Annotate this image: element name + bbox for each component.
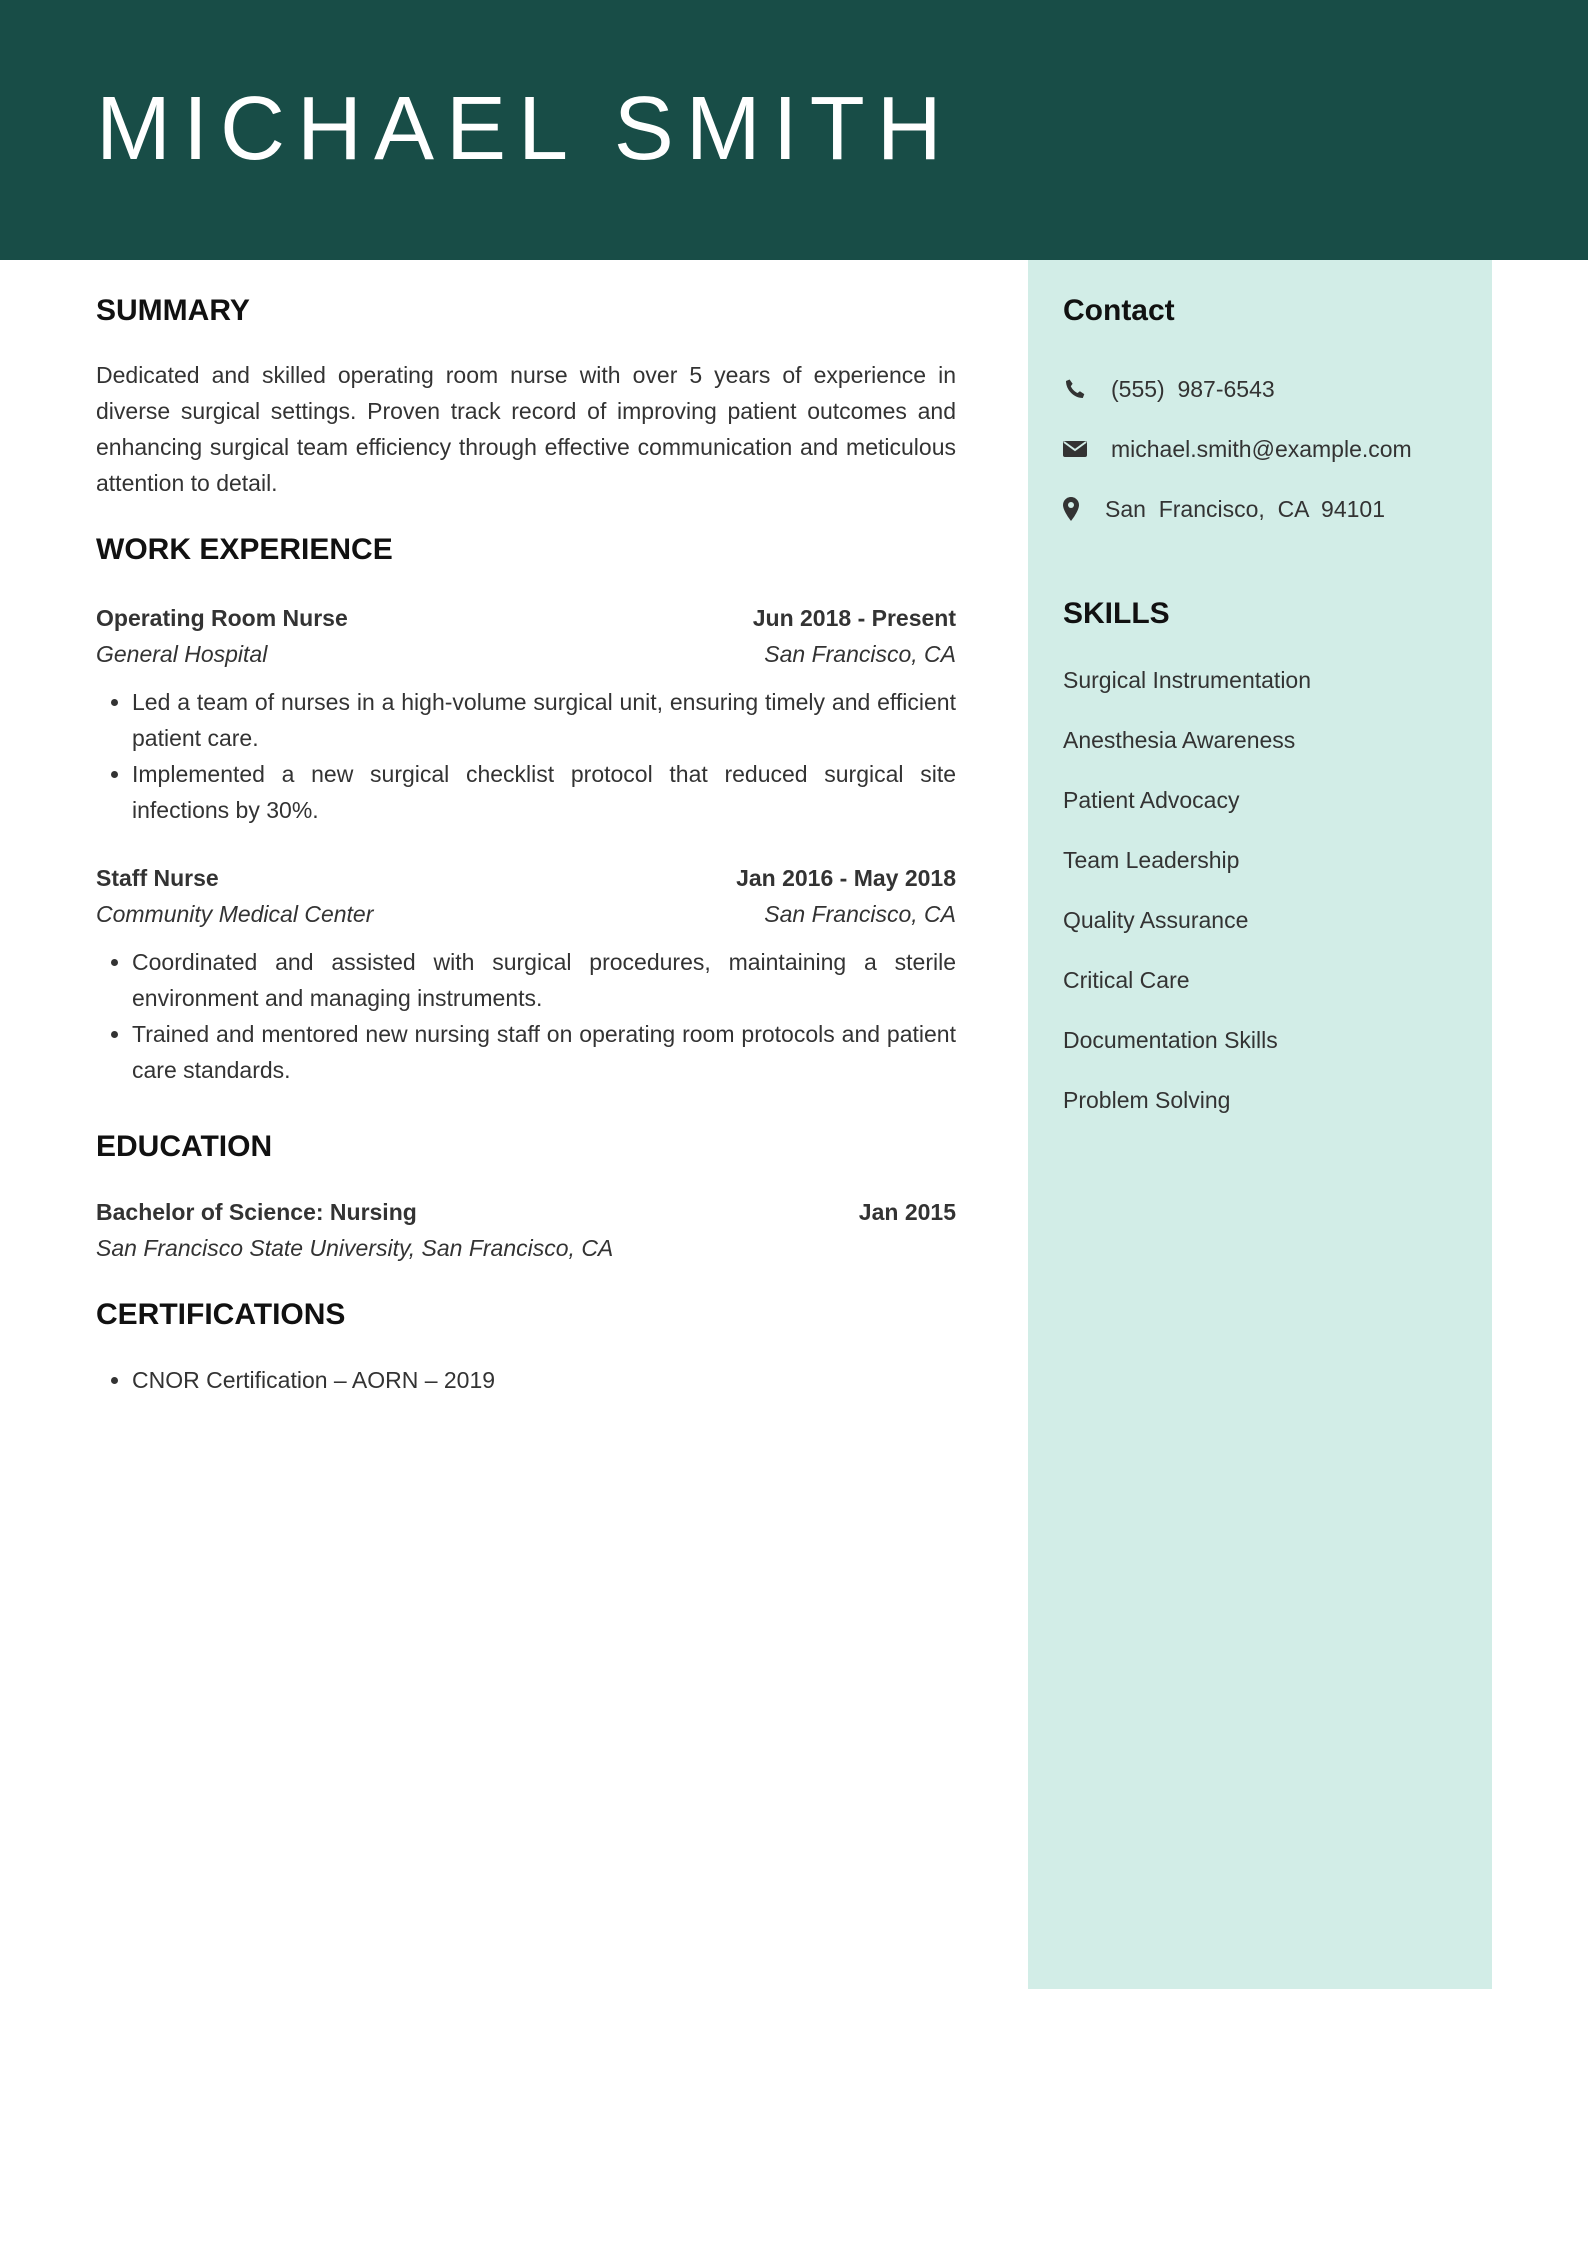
job-employer: Community Medical Center bbox=[96, 901, 374, 927]
skill-item: Anesthesia Awareness bbox=[1063, 727, 1296, 753]
job-entry bbox=[96, 600, 956, 828]
job-bullet: • Coordinated and assisted with surgical procedures, maintaining a sterile environment and managing instruments. bbox=[132, 944, 956, 1016]
degree: Bachelor of Science: Nursing bbox=[96, 1199, 417, 1225]
envelope-icon bbox=[1063, 436, 1089, 462]
contact-location bbox=[1063, 491, 1463, 527]
job-bullet: • Led a team of nurses in a high-volume surgical unit, ensuring timely and efficient patient care. bbox=[132, 684, 956, 756]
work-experience-heading: WORK EXPERIENCE bbox=[96, 533, 393, 566]
summary-heading: SUMMARY bbox=[96, 294, 250, 327]
job-dates: Jan 2016 - May 2018 bbox=[736, 865, 956, 891]
education-heading: EDUCATION bbox=[96, 1130, 273, 1163]
job-location: San Francisco, CA bbox=[764, 641, 956, 667]
skills-list bbox=[1063, 662, 1463, 1118]
certifications-section bbox=[96, 1300, 956, 1398]
job-bullets bbox=[96, 684, 956, 828]
job-location: San Francisco, CA bbox=[764, 901, 956, 927]
skill-item: Team Leadership bbox=[1063, 847, 1240, 873]
education-section bbox=[96, 1132, 956, 1266]
school: San Francisco State University, San Francisco, CA bbox=[96, 1235, 614, 1261]
education-date: Jan 2015 bbox=[858, 1199, 956, 1225]
skill-item: Documentation Skills bbox=[1063, 1027, 1278, 1053]
job-entry bbox=[96, 860, 956, 1088]
location-text: San Francisco, CA 94101 bbox=[1105, 496, 1385, 522]
phone-icon bbox=[1063, 376, 1089, 402]
phone-text: (555) 987-6543 bbox=[1111, 376, 1275, 402]
skill-item: Critical Care bbox=[1063, 967, 1190, 993]
skill-item: Problem Solving bbox=[1063, 1087, 1231, 1113]
certification-item: • CNOR Certification – AORN – 2019 bbox=[132, 1362, 956, 1398]
header-banner bbox=[0, 0, 1588, 260]
email-link[interactable]: michael.smith@example.com bbox=[1111, 436, 1412, 462]
skill-item: Quality Assurance bbox=[1063, 907, 1249, 933]
contact-phone bbox=[1063, 371, 1463, 407]
skill-item: Surgical Instrumentation bbox=[1063, 667, 1312, 693]
work-experience-section bbox=[96, 535, 956, 1088]
job-bullet: • Trained and mentored new nursing staff on operating room protocols and patient care standards. bbox=[132, 1016, 956, 1088]
job-title: Staff Nurse bbox=[96, 865, 219, 891]
job-title: Operating Room Nurse bbox=[96, 605, 348, 631]
job-bullets bbox=[96, 944, 956, 1088]
contact-heading: Contact bbox=[1063, 294, 1175, 327]
certifications-heading: CERTIFICATIONS bbox=[96, 1298, 346, 1331]
certifications-list bbox=[96, 1362, 956, 1398]
candidate-name: MICHAEL SMITH bbox=[96, 79, 954, 179]
map-marker-icon bbox=[1063, 496, 1081, 522]
main-column bbox=[96, 260, 956, 1398]
skills-heading: SKILLS bbox=[1063, 597, 1170, 630]
sidebar bbox=[1028, 260, 1492, 1989]
contact-email bbox=[1063, 431, 1463, 467]
job-employer: General Hospital bbox=[96, 641, 268, 667]
skill-item: Patient Advocacy bbox=[1063, 787, 1240, 813]
summary-text: Dedicated and skilled operating room nurse with over 5 years of experience in diverse surgical settings. Proven track record of improving patient outcomes and enhancing surgical team efficiency through effective communication and meticulous attention to detail. bbox=[96, 362, 956, 496]
job-dates: Jun 2018 - Present bbox=[752, 605, 956, 631]
job-bullet: • Implemented a new surgical checklist protocol that reduced surgical site infections by 30%. bbox=[132, 756, 956, 828]
